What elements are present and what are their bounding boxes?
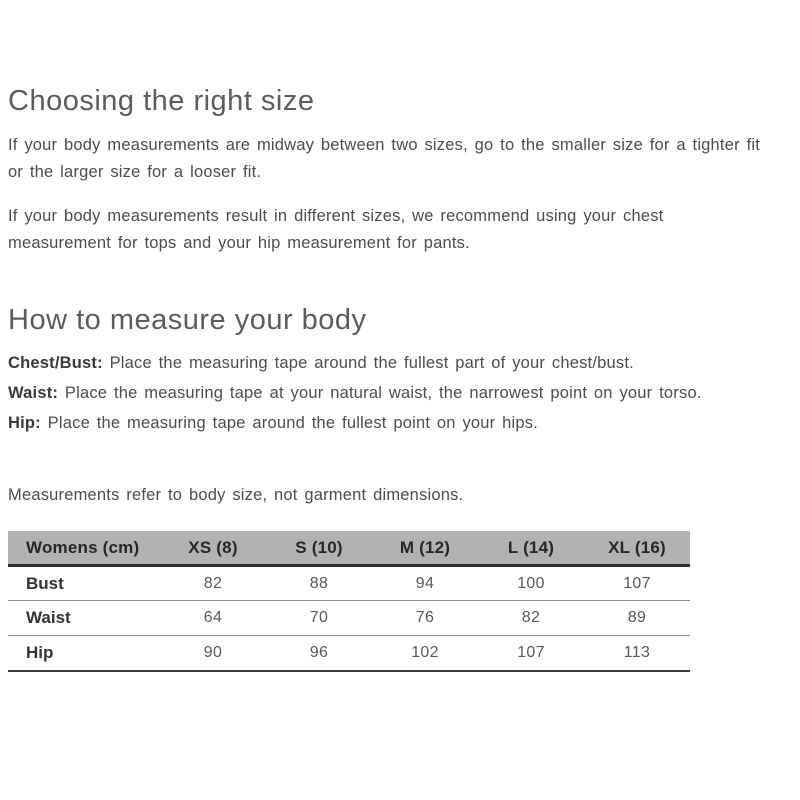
cell-hip-xl: 113 <box>623 643 651 661</box>
measure-text-hip: Place the measuring tape around the fullest point on your hips. <box>47 414 538 432</box>
measure-text-waist: Place the measuring tape at your natural waist, the narrowest point on your torso. <box>64 384 702 402</box>
cell-hip-xs: 90 <box>203 643 223 661</box>
cell-bust-s: 88 <box>309 574 329 592</box>
table-row-hip <box>8 636 690 671</box>
cell-bust-xl: 107 <box>623 574 651 592</box>
cell-bust-xs: 82 <box>203 574 223 592</box>
header-cell-womens-cm: Womens (cm) <box>8 531 160 566</box>
cell-waist-m: 76 <box>415 609 435 626</box>
cell-hip-s: 96 <box>309 643 329 661</box>
header-cell-s: S (10) <box>266 531 372 566</box>
cell-bust-l: 100 <box>517 574 545 592</box>
paragraph-between-sizes: If your body measurements are midway between two sizes, go to the smaller size for a tighter fit or the larger size for a looser fit. <box>8 136 761 181</box>
measure-item-hip <box>8 413 772 433</box>
measure-text-chest: Place the measuring tape around the fullest part of your chest/bust. <box>109 354 634 372</box>
row-label-hip: Hip <box>26 642 54 662</box>
row-label-bust: Bust <box>26 573 64 593</box>
header-cell-xl: XL (16) <box>584 531 690 566</box>
cell-waist-l: 82 <box>521 609 541 626</box>
body-size-note: Measurements refer to body size, not garment dimensions. <box>8 486 464 504</box>
paragraph-different-sizes: If your body measurements result in different sizes, we recommend using your chest measurement for tops and your hip measurement for pants. <box>8 207 664 252</box>
row-label-waist: Waist <box>26 608 71 627</box>
table-row-bust <box>8 566 690 601</box>
size-guide-page <box>0 84 800 672</box>
size-table-header-row <box>8 531 690 566</box>
header-cell-xs: XS (8) <box>160 531 266 566</box>
measure-label-hip: Hip: <box>8 414 41 432</box>
header-cell-l: L (14) <box>478 531 584 566</box>
header-cell-m: M (12) <box>372 531 478 566</box>
cell-bust-m: 94 <box>415 574 435 592</box>
measure-label-chest: Chest/Bust: <box>8 354 103 372</box>
size-table <box>8 531 690 672</box>
measure-item-chest <box>8 353 772 373</box>
page-title: Choosing the right size <box>8 85 315 117</box>
measure-item-waist <box>8 383 772 403</box>
cell-hip-m: 102 <box>411 643 439 661</box>
cell-waist-xl: 89 <box>627 609 647 626</box>
cell-waist-xs: 64 <box>203 609 223 626</box>
measure-label-waist: Waist: <box>8 384 59 402</box>
section-title-how-to-measure: How to measure your body <box>8 304 367 336</box>
cell-hip-l: 107 <box>517 643 545 661</box>
table-row-waist <box>8 601 690 636</box>
cell-waist-s: 70 <box>309 609 329 626</box>
